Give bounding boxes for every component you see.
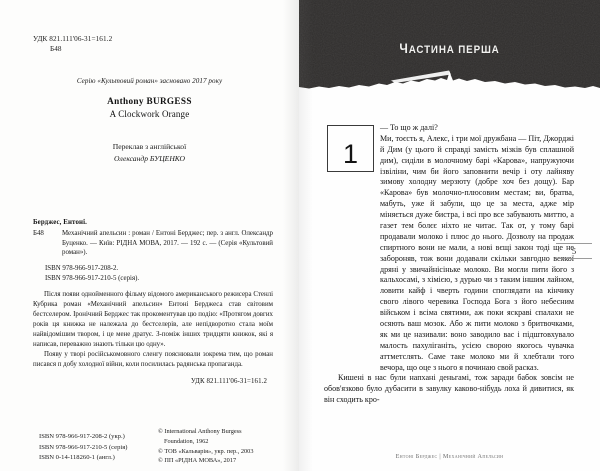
cip-author: Берджес, Ентоні. <box>33 219 87 226</box>
isbn-item: ISBN 0-14-118260-1 (англ.) <box>39 454 115 462</box>
translator-block <box>0 141 299 165</box>
cip-annotation-paragraph-2: Появу у творі російськомовного сленгу пояснювали зокрема тим, що роман писався п добу холодної війни, коли посилилась радянська пропаганда. <box>33 351 273 369</box>
isbn-list <box>39 432 127 464</box>
page-number-block <box>556 243 592 259</box>
udk-line-1: УДК 821.111'06-31=161.2 <box>33 35 113 43</box>
isbn-item: ISBN 978-966-917-208-2 (укр.) <box>39 433 125 440</box>
copyright-item: © International Anthony Burgess <box>158 428 242 435</box>
copyright-item: © ТОВ «Кальварія», укр. пер., 2003 <box>158 447 254 455</box>
cip-annotation <box>33 290 273 370</box>
page-number-rule-bottom <box>556 258 592 259</box>
copyright-item: Foundation, 1962 <box>164 437 209 445</box>
translation-label: Переклав з англійської <box>112 142 187 151</box>
translator-name: Олександр БУЦЕНКО <box>114 153 185 163</box>
body-paragraph: — То що ж далі? <box>380 123 438 132</box>
author-name: Anthony BURGESS <box>107 96 192 106</box>
part-title <box>320 40 579 56</box>
cip-description: Механічний апельсин : роман / Ентоні Берджес; пер. з англ. Олександр Буценко. — Київ: РІДНА МОВА, 2017. — 192 с. — (Серія «Культовий роман»). <box>62 229 273 257</box>
page-number: 5 <box>571 246 577 256</box>
isbn-item: ISBN 978-966-917-210-5 (серія) <box>39 443 128 451</box>
gutter-shadow-left <box>283 0 299 471</box>
title-block <box>0 96 299 119</box>
cip-isbn-2: ISBN 978-966-917-210-5 (серія). <box>45 275 140 283</box>
copyright-list <box>158 427 253 466</box>
chapter-number: 1 <box>342 139 359 169</box>
body-paragraph: Кишені в нас були напхані деньгамі, тож заради бабок зовсім не обов'язково було дубасити в завулку каково-нібудь лоха й дивитися, як він сходить кро- <box>324 373 574 405</box>
cip-index: Б48 <box>33 229 44 237</box>
udk-line-2: Б48 <box>50 45 62 54</box>
part-title-initial: Ч <box>399 40 409 56</box>
cip-isbn-list <box>33 264 273 285</box>
copyright-item: © ПП «РІДНА МОВА», 2017 <box>158 457 237 465</box>
series-note: Серію «Культовий роман» засновано 2017 року <box>76 77 223 85</box>
running-footer: Ентоні Берджес | Механічний Апельсин <box>395 453 504 460</box>
book-title-original: A Clockwork Orange <box>109 109 190 119</box>
cip-description-wrap <box>33 229 273 258</box>
cip-udk-repeat: УДК 821.111'06-31=161.2 <box>190 378 267 386</box>
right-page-chapter-opener <box>299 0 600 471</box>
left-page-copyright <box>0 0 299 471</box>
udk-block <box>33 34 112 55</box>
cip-isbn-1: ISBN 978-966-917-208-2. <box>45 264 119 272</box>
cip-record <box>33 218 273 387</box>
chapter-number-box <box>327 125 374 172</box>
cip-annotation-paragraph-1: Після появи однойменного фільму відомого американського режисера Стенлі Кубрика роман «Механічний апельсин» Ентоні Берджеса став світовим бестселером. Іронічний Берджес так прокоментував цю подію: «Протягом довгих років ця книжка не належала до бестселерів, але непідворотно стала моїм найвідомішим твором, і це мене дратує. З-поміж інших тридцяти книжок, які я написав, переважно знають тільки цю одну». <box>33 291 273 349</box>
body-paragraph: Ми, тоєсть я, Алекс, і три мої дружбана — Піт, Джорджі й Дим (у цього й справді замість мізків був сплашной дим), сиділи в молочному барі «Карова», напружуючи ізвіліни, чим би його заповнити вечір і оту лайняву зимову холодну мерзюту (добре хоч без дощу). Бар «Карова» був молочно-плюсовим местам; ви, братва, мабуть, уже й забули, що це за места, адже мір міняється дуже бистра, і всі про все забувають миттю, а газет тем болєє ніхто не читає. Так от, у тому барі продавали молоко і плюс до нього. Дозволу на продаж спиртного вони не мали, а нові вєщі закон тоді ще не забороняв, тож вони додавали скільки завгодно всякої дряні у звичайнісіньке молоко. Ви могли пити його з кальхосамі, з хімією, з дурью чи з таким іншим лайном, ловити кайф і чверть години споглядати на кінчику свого лівого черевика Господа Бога з його небесним військом і всіма святими, аж поки яскраві спалахи не осяють ваш мозок. Або ж пити молоко з бритвочками, як ми це називали: воно заводило вас і підштовхувало малость пахуліганіть, усією сворою якогось чувачка аттметслять. Саме таке молоко ми й хлебтали того вечора, що оце з нього я починаю свой расказ. <box>380 133 574 372</box>
part-title-rest: АСТИНА ПЕРША <box>408 44 500 56</box>
